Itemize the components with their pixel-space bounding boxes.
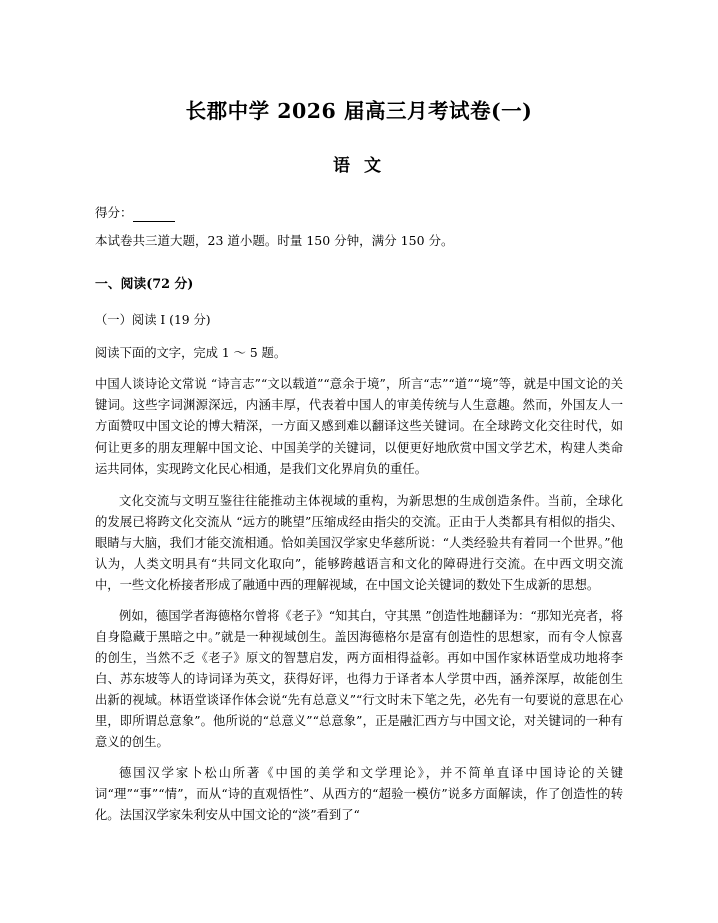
body-paragraph: 文化交流与文明互鉴往往能推动主体视域的重构，为新思想的生成创造条件。当前，全球化的发展已将跨文化交流从 “远方的眺望”压缩成经由指尖的交流。正由于人类都具有相似的指尖、眼睛与大脑，我们才能交流相通。恰如美国汉学家史华慈所说：“人类经验共有着同一个世界。”他认为，人类文明具有“共同文化取向”，能够跨越语言和文化的障碍进行交流。在中西文明交流中，一些文化桥接者形成了融通中西的理解视域，在中国文论关键词的数处下生成新的思想。 <box>95 493 623 593</box>
score-line <box>95 204 623 223</box>
exam-info: 本试卷共三道大题，23 道小题。时量 150 分钟，满分 150 分。 <box>95 233 454 249</box>
section-heading-reading: 一、阅读(72 分) <box>95 277 194 293</box>
exam-paper-page <box>0 98 718 923</box>
body-paragraph: 德国汉学家卜松山所著《中国的美学和文学理论》，并不简单直译中国诗论的关键词“理”“事”“情”，而从“诗的直观悟性”、从西方的“超验一模仿”说多方面解读，作了创造性的转化。法国汉学家朱利安从中国文论的“淡”看到了“ <box>95 765 623 822</box>
page-title: 长郡中学 2026 届高三月考试卷(一) <box>185 99 533 123</box>
score-label: 得分： <box>95 204 133 220</box>
score-blank <box>133 208 175 222</box>
body-paragraph: 中国人谈诗论文常说 “诗言志”“文以载道”“意余于境”，所言“志”“道”“境”等，就是中国文论的关键词。这些字词渊源深远，内涵丰厚，代表着中国人的审美传统与人生意趣。然而，外国友人一方面赞叹中国文论的博大精深，一方面又感到难以翻译这些关键词。在全球跨文化交往时代，如何让更多的朋友理解中国文论、中国美学的关键词，以便更好地欣赏中国文学艺术，构建人类命运共同体，实现跨文化民心相通，是我们文化界肩负的重任。 <box>95 377 623 476</box>
reading-instruction: 阅读下面的文字，完成 1 ～ 5 题。 <box>95 345 287 360</box>
body-paragraph: 例如，德国学者海德格尔曾将《老子》“知其白，守其黑 ”创造性地翻译为：“那知光亮者，将自身隐藏于黑暗之中。”就是一种视域创生。盖因海德格尔是富有创造性的思想家，而有令人惊喜的创生，当然不乏《老子》原文的智慧启发，两方面相得益彰。再如中国作家林语堂成功地将李白、苏东坡等人的诗词译为英文，获得好评，也得力于译者本人学贯中西，涵养深厚，故能创生出新的视域。林语堂谈译作体会说“先有总意义”“行文时未下笔之先，必先有一句要说的意思在心里，即所谓总意象”。他所说的“总意义”“总意象”，正是融汇西方与中国文论，对关键词的一种有意义的创生。 <box>95 608 623 750</box>
subsection-heading-reading-one: （一）阅读 Ⅰ (19 分) <box>95 312 211 327</box>
subject-title: 语 文 <box>333 155 385 176</box>
